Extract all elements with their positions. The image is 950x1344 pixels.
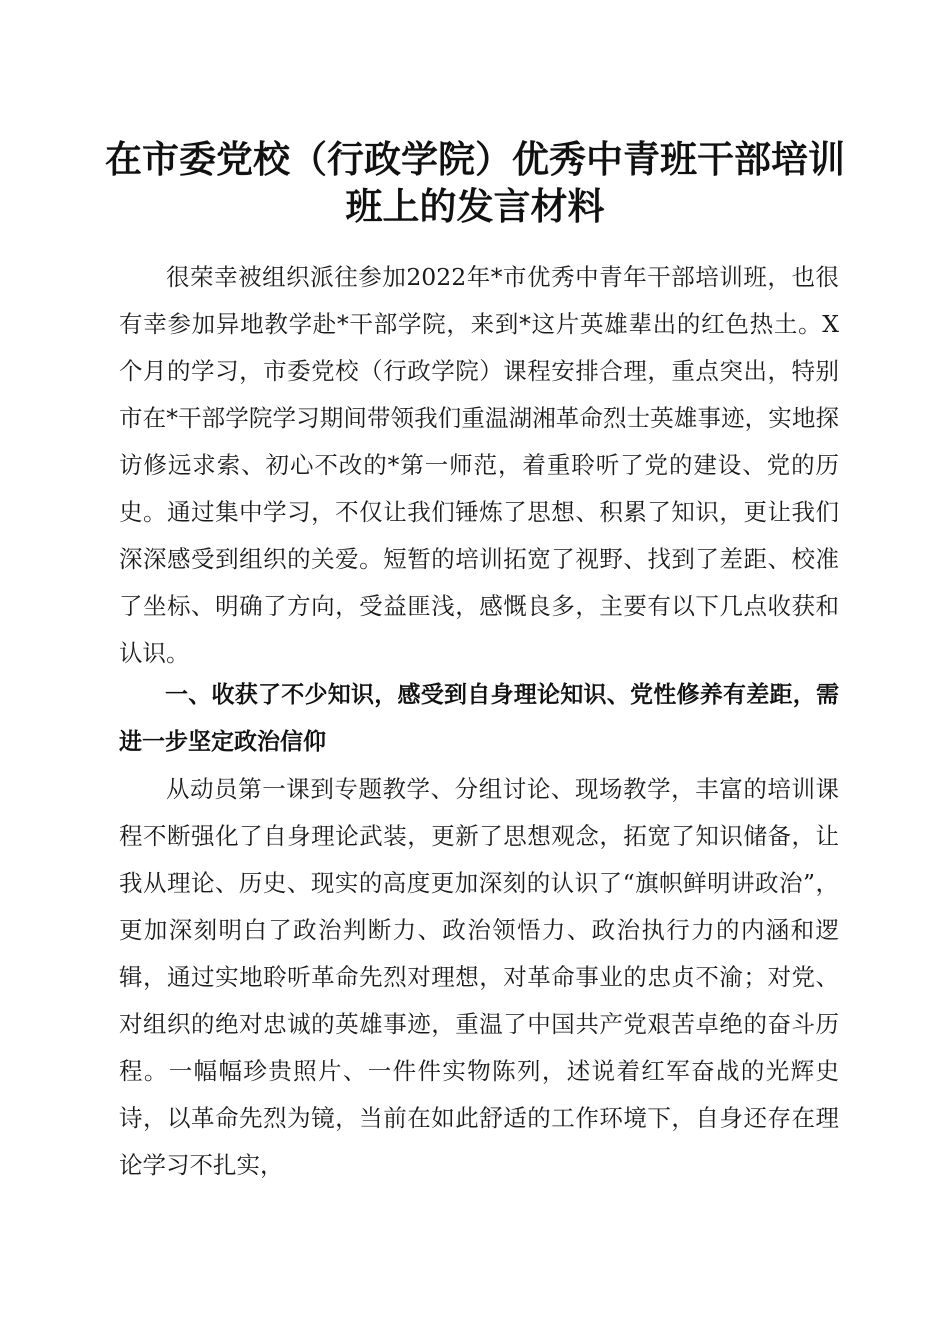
document-title-line-1: 在市委党校（行政学院）优秀中青班干部培训 (105, 137, 845, 181)
section-heading-1: 一、收获了不少知识，感受到自身理论知识、党性修养有差距，需进一步坚定政治信仰 (119, 682, 839, 755)
body-paragraph-2: 从动员第一课到专题教学、分组讨论、现场教学，丰富的培训课程不断强化了自身理论武装，更新了思想观念，拓宽了知识储备，让我从理论、历史、现实的高度更加深刻的认识了“旗帜鲜明讲政治”，更加深刻明白了政治判断力、政治领悟力、政治执行力的内涵和逻辑，通过实地聆听革命先烈对理想，对革命事业的忠贞不渝；对党、对组织的绝对忠诚的英雄事迹，重温了中国共产党艰苦卓绝的奋斗历程。一幅幅珍贵照片、一件件实物陈列，述说着红军奋战的光辉史诗，以革命先烈为镜，当前在如此舒适的工作环境下，自身还存在理论学习不扎实， (119, 775, 839, 1179)
body-paragraph-1: 很荣幸被组织派往参加2022年*市优秀中青年干部培训班，也很有幸参加异地教学赴*干部学院，来到*这片英雄辈出的红色热土。X个月的学习，市委党校（行政学院）课程安排合理，重点突出，特别市在*干部学院学习期间带领我们重温湖湘革命烈士英雄事迹，实地探访修远求索、初心不改的*第一师范，着重聆听了党的建设、党的历史。通过集中学习，不仅让我们锤炼了思想、积累了知识，更让我们深深感受到组织的关爱。短暂的培训拓宽了视野、找到了差距、校准了坐标、明确了方向，受益匪浅，感慨良多，主要有以下几点收获和认识。 (119, 263, 839, 667)
document-title-line-2: 班上的发言材料 (345, 184, 605, 228)
